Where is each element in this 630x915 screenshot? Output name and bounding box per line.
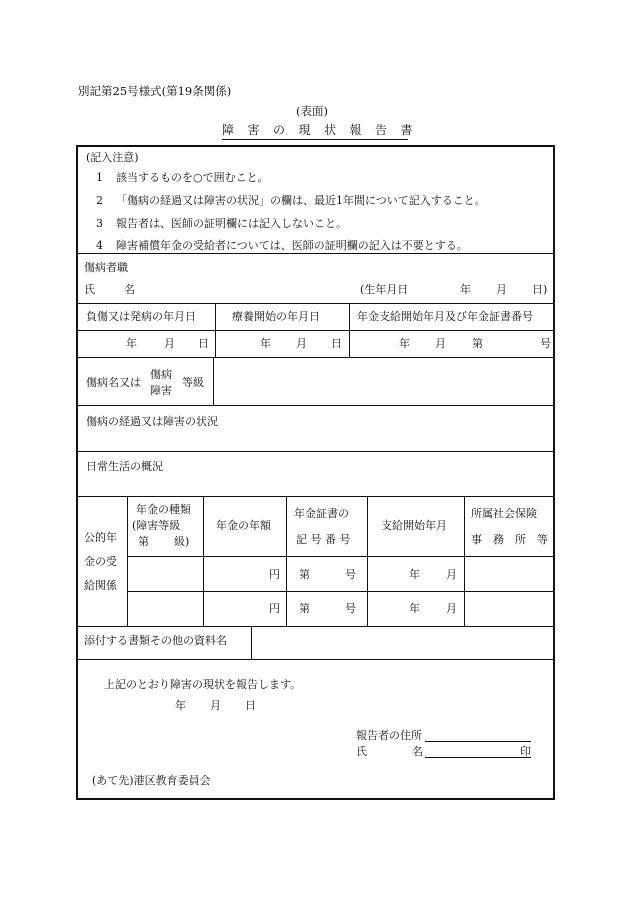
divider [127,496,128,626]
note-text: 該当するものを○で囲むこと。 [116,171,269,184]
note-text: 「傷病の経過又は障害の状況」の欄は、最近1年間について記入すること。 [116,194,486,207]
report-day: 日 [245,699,256,712]
progress-label: 傷病の経過又は障害の状況 [86,415,218,428]
start-year: 年 [409,568,420,581]
note-text: 報告者は、医師の証明欄には記入しないこと。 [116,217,347,230]
page-title: 障害の現状報告書 [222,123,427,137]
treatment-month: 月 [296,337,307,350]
notes-heading: (記入注意) [86,151,139,164]
pension-type-header: 年金の種類 [136,503,191,516]
divider [78,253,553,254]
report-year: 年 [175,699,186,712]
note-number: 4 [96,239,103,252]
report-form [76,145,555,800]
name-label-2: 名 [124,283,135,296]
daily-life-label: 日常生活の概況 [86,460,163,473]
report-month: 月 [210,699,221,712]
divider [78,330,553,331]
pension-type-header: 級) [174,535,190,548]
divider [464,496,465,626]
certificate-header: 記 号 番 号 [296,533,351,546]
name-label-1: 氏 [84,283,95,296]
certificate-no-prefix: 第 [472,337,483,350]
birth-month: 月 [496,283,507,296]
divider [78,626,553,627]
divider [78,405,553,406]
addressee: (あて先)港区教育委員会 [92,774,211,787]
form-id: 別記第25号様式(第19条関係) [78,84,232,98]
divider [127,591,553,592]
treatment-day: 日 [331,337,342,350]
cert-no-suffix: 号 [345,602,356,615]
start-month: 月 [446,602,457,615]
reporter-name-label-2: 名 [412,745,423,758]
certificate-no-suffix: 号 [540,337,551,350]
onset-month: 月 [164,337,175,350]
birth-day: 日) [532,283,548,296]
address-line [425,741,531,742]
cert-no-suffix: 号 [345,568,356,581]
reporter-address-label: 報告者の住所 [356,729,422,742]
onset-year: 年 [126,337,137,350]
disease-name-label: 傷病名又は [86,376,141,389]
treatment-year: 年 [260,337,271,350]
note-text: 障害補償年金の受給者については、医師の証明欄の記入は不要とする。 [116,239,468,252]
pension-side-label: 金の受 [84,555,117,568]
grade-label: 等級 [182,376,204,389]
yen-unit: 円 [269,602,280,615]
divider [251,626,252,659]
start-year: 年 [409,602,420,615]
divider [78,303,553,304]
birth-label: (生年月日 [360,283,409,296]
report-statement: 上記のとおり障害の現状を報告します。 [104,678,302,691]
side-label: (表面) [296,104,328,118]
office-header: 事 務 所 等 [471,533,548,546]
start-month-header: 支給開始年月 [381,519,447,532]
disease-option-disability: 障害 [150,384,172,397]
divider [213,357,214,405]
office-header: 所属社会保険 [471,507,537,520]
birth-year: 年 [460,283,471,296]
name-line [425,757,531,758]
treatment-start-header: 療養開始の年月日 [232,310,320,323]
cert-no-prefix: 第 [299,568,310,581]
divider [367,496,368,626]
divider [286,496,287,626]
pension-type-header: (障害等級 [132,519,181,532]
divider [78,357,553,358]
note-number: 1 [96,171,103,184]
title-underline [222,139,408,140]
pension-start-header: 年金支給開始年月及び年金証書番号 [357,310,533,323]
divider [78,659,553,660]
onset-day: 日 [198,337,209,350]
pension-month: 月 [435,337,446,350]
occupation-label: 傷病者職 [84,261,128,274]
reporter-name-label-1: 氏 [356,745,367,758]
divider [78,496,553,497]
note-number: 3 [96,217,103,230]
note-number: 2 [96,194,103,207]
divider [349,303,350,357]
yen-unit: 円 [269,568,280,581]
start-month: 月 [446,568,457,581]
pension-amount-header: 年金の年額 [216,519,271,532]
divider [78,451,553,452]
pension-side-label: 給関係 [84,579,117,592]
disease-option-injury: 傷病 [150,368,172,381]
pension-type-header: 第 [138,535,149,548]
pension-side-label: 公的年 [84,531,117,544]
certificate-header: 年金証書の [294,507,349,520]
divider [215,303,216,357]
attachments-label: 添付する書類その他の資料名 [84,634,227,647]
pension-year: 年 [399,337,410,350]
onset-date-header: 負傷又は発病の年月日 [86,310,196,323]
divider [127,556,553,557]
seal-mark: 印 [520,745,531,758]
cert-no-prefix: 第 [299,602,310,615]
divider [203,496,204,626]
